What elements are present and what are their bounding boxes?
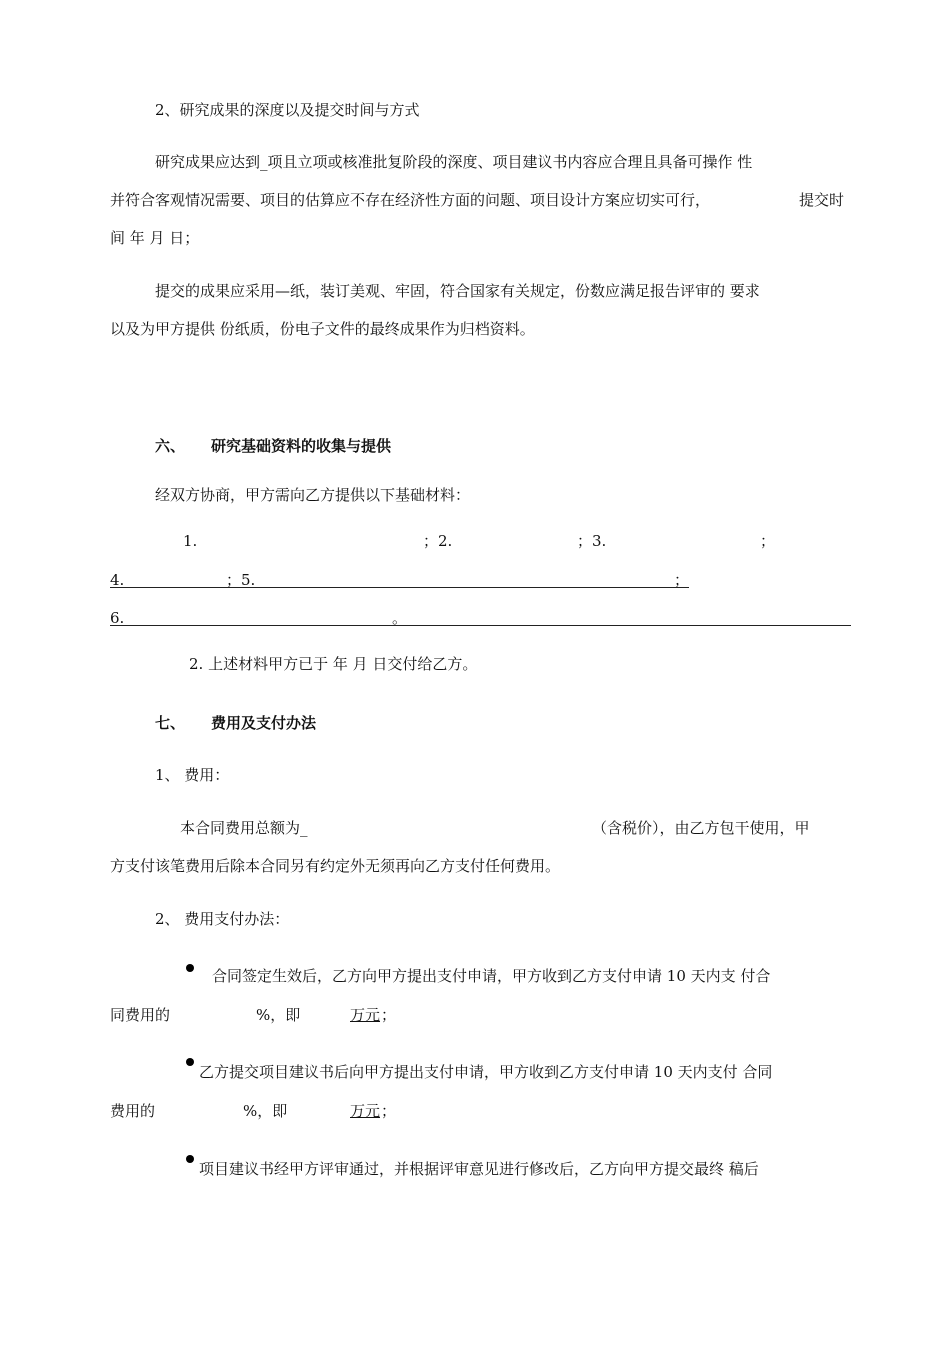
paragraph-line: %，即 <box>256 1006 301 1024</box>
paragraph-line: 本合同费用总额为_ <box>180 819 308 837</box>
paragraph-line: ； <box>381 1006 397 1024</box>
paragraph-line: 提交的成果应采用—纸，装订美观、牢固，符合国家有关规定，份数应满足报告评审的 要求 <box>155 282 760 300</box>
amount-unit: 万元 <box>350 1102 381 1120</box>
material-marker: 6. <box>110 609 125 627</box>
material-separator: 。 <box>392 609 408 627</box>
paragraph-line: 乙方提交项目建议书后向甲方提出支付申请，甲方收到乙方支付申请 10 天内支付 合同 <box>199 1063 773 1081</box>
paragraph-line: 以及为甲方提供 份纸质，份电子文件的最终成果作为归档资料。 <box>110 320 535 338</box>
paragraph-line: （含税价），由乙方包干使用，甲 <box>592 819 810 837</box>
material-separator: ； <box>674 571 690 589</box>
material-separator: ；3. <box>577 532 607 550</box>
material-separator: ；5. <box>226 571 256 589</box>
amount-unit: 万元 <box>350 1006 381 1024</box>
paragraph-line: 合同签定生效后，乙方向甲方提出支付申请，甲方收到乙方支付申请 10 天内支 付合 <box>212 967 771 985</box>
paragraph-line: 方支付该笔费用后除本合同另有约定外无须再向乙方支付任何费用。 <box>110 857 561 875</box>
material-separator: ； <box>760 532 776 550</box>
paragraph-line: 2. 上述材料甲方已于 年 月 日交付给乙方。 <box>189 655 478 673</box>
bullet-icon <box>186 964 194 972</box>
bullet-icon <box>186 1155 194 1163</box>
paragraph-line: 费用的 <box>110 1102 156 1120</box>
section-number: 七、 <box>155 714 186 732</box>
fill-in-line <box>110 587 689 588</box>
paragraph-line: 研究成果应达到_项且立项或核准批复阶段的深度、项目建议书内容应合理且具备可操作 性 <box>155 153 753 171</box>
paragraph-line: 间 年 月 日； <box>110 229 200 247</box>
section-number: 六、 <box>155 437 186 455</box>
material-marker: 1. <box>183 532 198 550</box>
subsection-heading: 2、 费用支付办法： <box>155 910 290 928</box>
paragraph-line: 经双方协商，甲方需向乙方提供以下基础材料： <box>155 486 471 504</box>
bullet-icon <box>186 1058 194 1066</box>
paragraph-line: 提交时 <box>799 191 845 209</box>
material-marker: 4. <box>110 571 125 589</box>
material-separator: ；2. <box>423 532 453 550</box>
paragraph-line: 并符合客观情况需要、项目的估算应不存在经济性方面的问题、项目设计方案应切实可行， <box>110 191 711 209</box>
section-title: 费用及支付办法 <box>211 714 317 732</box>
section-title: 研究基础资料的收集与提供 <box>211 437 392 455</box>
paragraph-line: 同费用的 <box>110 1006 171 1024</box>
paragraph-line: ； <box>381 1102 397 1120</box>
subsection-heading: 1、 费用： <box>155 766 230 784</box>
paragraph-line: 项目建议书经甲方评审通过，并根据评审意见进行修改后，乙方向甲方提交最终 稿后 <box>199 1160 759 1178</box>
paragraph-line: %，即 <box>243 1102 288 1120</box>
fill-in-line <box>110 625 851 626</box>
section-heading: 2、研究成果的深度以及提交时间与方式 <box>155 101 420 119</box>
